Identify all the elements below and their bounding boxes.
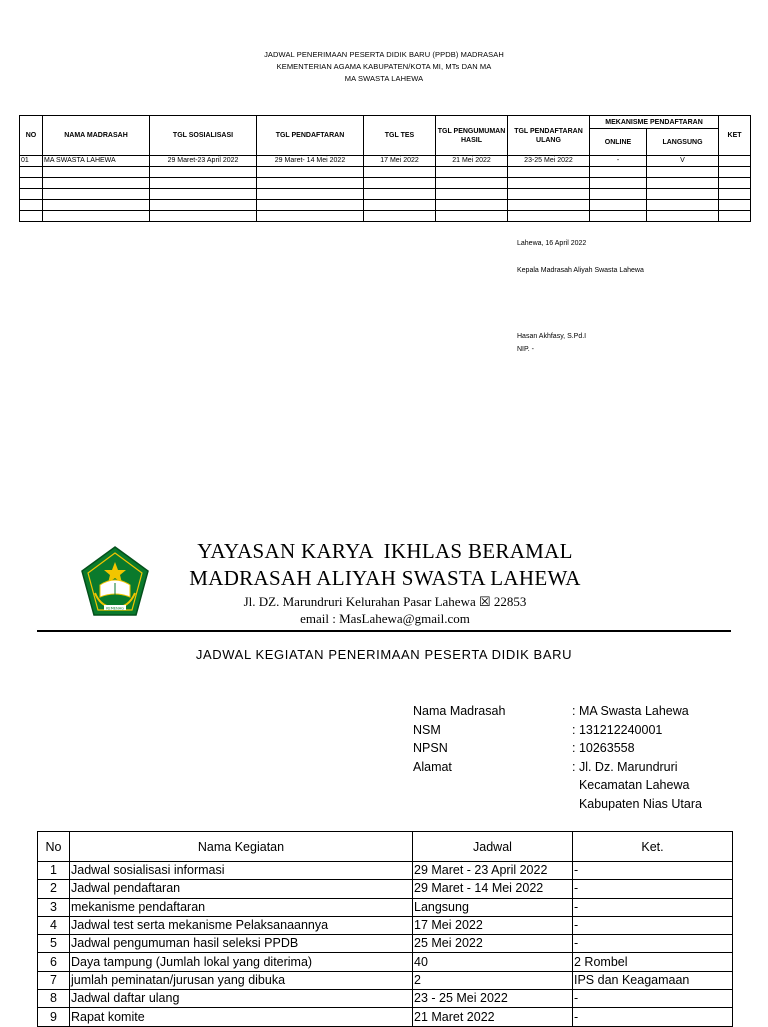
- cell-ket: -: [573, 990, 733, 1008]
- cell-daftar-ulang: [508, 178, 590, 189]
- cell-no: [20, 211, 43, 222]
- cell-ket: -: [573, 898, 733, 916]
- cell-daftar-ulang: 23-25 Mei 2022: [508, 156, 590, 167]
- sign-place-date: Lahewa, 16 April 2022: [517, 240, 587, 247]
- cell-sosialisasi: [150, 167, 257, 178]
- cell-no: 6: [38, 953, 70, 971]
- cell-ket: 2 Rombel: [573, 953, 733, 971]
- top-title-line: KEMENTERIAN AGAMA KABUPATEN/KOTA MI, MTs DAN MA: [276, 62, 492, 71]
- cell-nama: Daya tampung (Jumlah lokal yang diterima): [70, 953, 413, 971]
- table-row: [20, 178, 751, 189]
- cell-sosialisasi: [150, 178, 257, 189]
- table-row: [38, 990, 733, 1008]
- cell-ket: [719, 156, 751, 167]
- cell-nama: MA SWASTA LAHEWA: [43, 156, 150, 167]
- cell-no: 2: [38, 880, 70, 898]
- cell-ket: [719, 189, 751, 200]
- header-tgl-pengumuman: TGL PENGUMUMAN HASIL: [436, 116, 508, 156]
- cell-ket: -: [573, 1008, 733, 1026]
- cell-nama: Jadwal test serta mekanisme Pelaksanaannya: [70, 916, 413, 934]
- info-value: Kecamatan Lahewa: [572, 778, 690, 792]
- cell-tes: [364, 200, 436, 211]
- cell-no: [20, 189, 43, 200]
- header-tgl-pendaftaran: TGL PENDAFTARAN: [257, 116, 364, 156]
- table-row: [20, 156, 751, 167]
- cell-nama: Jadwal pengumuman hasil seleksi PPDB: [70, 935, 413, 953]
- cell-ket: IPS dan Keagamaan: [573, 971, 733, 989]
- cell-jadwal: 21 Maret 2022: [413, 1008, 573, 1026]
- table-row: [38, 971, 733, 989]
- cell-daftar-ulang: [508, 167, 590, 178]
- info-value: : 10263558: [572, 741, 635, 755]
- activity-schedule-table: [37, 831, 733, 1027]
- cell-jadwal: 29 Maret - 23 April 2022: [413, 862, 573, 880]
- top-title: [0, 49, 768, 85]
- table-row: [20, 189, 751, 200]
- cell-pengumuman: [436, 167, 508, 178]
- header-online: ONLINE: [590, 129, 647, 156]
- cell-nama: [43, 200, 150, 211]
- cell-nama: [43, 189, 150, 200]
- cell-ket: [719, 167, 751, 178]
- cell-nama: [43, 167, 150, 178]
- cell-pendaftaran: [257, 167, 364, 178]
- top-title-line: JADWAL PENERIMAAN PESERTA DIDIK BARU (PPDB) MADRASAH: [264, 50, 504, 59]
- letterhead-address: Jl. DZ. Marundruri Kelurahan Pasar Lahewa ☒ 22853: [243, 594, 527, 609]
- cell-pengumuman: [436, 211, 508, 222]
- header-jadwal: Jadwal: [413, 832, 573, 862]
- cell-pengumuman: [436, 189, 508, 200]
- cell-nama: jumlah peminatan/jurusan yang dibuka: [70, 971, 413, 989]
- info-value: : 131212240001: [572, 722, 663, 737]
- cell-jadwal: Langsung: [413, 898, 573, 916]
- info-value: : MA Swasta Lahewa: [572, 704, 689, 718]
- info-value: : Jl. Dz. Marundruri: [572, 759, 678, 774]
- cell-online: [590, 189, 647, 200]
- info-value: Kabupaten Nias Utara: [572, 796, 702, 811]
- table-row: [38, 935, 733, 953]
- header-tgl-daftar-ulang: TGL PENDAFTARAN ULANG: [508, 116, 590, 156]
- header-tgl-sosialisasi: TGL SOSIALISASI: [150, 116, 257, 156]
- cell-pendaftaran: [257, 211, 364, 222]
- cell-tes: [364, 211, 436, 222]
- table-row: [38, 953, 733, 971]
- cell-no: 8: [38, 990, 70, 1008]
- cell-pengumuman: [436, 178, 508, 189]
- cell-jadwal: 40: [413, 953, 573, 971]
- cell-no: [20, 167, 43, 178]
- header-tgl-tes: TGL TES: [364, 116, 436, 156]
- ppdb-summary-table: [19, 115, 751, 222]
- info-label: NPSN: [413, 741, 448, 755]
- cell-tes: 17 Mei 2022: [364, 156, 436, 167]
- cell-ket: [719, 200, 751, 211]
- cell-nama: Rapat komite: [70, 1008, 413, 1026]
- cell-nama: Jadwal sosialisasi informasi: [70, 862, 413, 880]
- school-info-labels: [413, 702, 505, 776]
- cell-no: 5: [38, 935, 70, 953]
- cell-online: [590, 178, 647, 189]
- header-nama-kegiatan: Nama Kegiatan: [70, 832, 413, 862]
- sign-name: Hasan Akhfasy, S.Pd.I: [517, 333, 587, 340]
- header-ket: Ket.: [573, 832, 733, 862]
- info-label: Alamat: [413, 759, 452, 774]
- cell-no: 9: [38, 1008, 70, 1026]
- sign-position: Kepala Madrasah Aliyah Swasta Lahewa: [517, 267, 644, 274]
- cell-nama: [43, 178, 150, 189]
- cell-daftar-ulang: [508, 189, 590, 200]
- cell-ket: -: [573, 880, 733, 898]
- table-row: [38, 898, 733, 916]
- cell-langsung: [647, 189, 719, 200]
- logo-text: KEMENAG: [106, 606, 124, 611]
- cell-online: [590, 200, 647, 211]
- letterhead-divider: [37, 630, 731, 632]
- header-nama-madrasah: NAMA MADRASAH: [43, 116, 150, 156]
- table-row: [38, 1008, 733, 1026]
- cell-daftar-ulang: [508, 211, 590, 222]
- cell-jadwal: 17 Mei 2022: [413, 916, 573, 934]
- cell-langsung: [647, 200, 719, 211]
- letterhead-email: email : MasLahewa@gmail.com: [300, 611, 470, 626]
- cell-pendaftaran: 29 Maret- 14 Mei 2022: [257, 156, 364, 167]
- cell-jadwal: 23 - 25 Mei 2022: [413, 990, 573, 1008]
- cell-sosialisasi: [150, 200, 257, 211]
- table-row: [38, 862, 733, 880]
- cell-online: [590, 167, 647, 178]
- cell-ket: [719, 211, 751, 222]
- cell-online: -: [590, 156, 647, 167]
- cell-ket: [719, 178, 751, 189]
- cell-no: 4: [38, 916, 70, 934]
- cell-langsung: [647, 167, 719, 178]
- cell-ket: -: [573, 916, 733, 934]
- cell-jadwal: 2: [413, 971, 573, 989]
- header-langsung: LANGSUNG: [647, 129, 719, 156]
- cell-tes: [364, 178, 436, 189]
- table-row: [20, 167, 751, 178]
- header-ket: KET: [719, 116, 751, 156]
- cell-langsung: [647, 211, 719, 222]
- header-no: NO: [20, 116, 43, 156]
- cell-pendaftaran: [257, 178, 364, 189]
- info-label: NSM: [413, 722, 441, 737]
- schedule-title: JADWAL KEGIATAN PENERIMAAN PESERTA DIDIK BARU: [195, 647, 573, 662]
- cell-pengumuman: [436, 200, 508, 211]
- table-row: [20, 211, 751, 222]
- cell-pendaftaran: [257, 189, 364, 200]
- cell-nama: [43, 211, 150, 222]
- cell-langsung: [647, 178, 719, 189]
- cell-jadwal: 29 Maret - 14 Mei 2022: [413, 880, 573, 898]
- header-mekanisme: MEKANISME PENDAFTARAN: [590, 116, 719, 129]
- cell-ket: -: [573, 862, 733, 880]
- cell-daftar-ulang: [508, 200, 590, 211]
- info-label: Nama Madrasah: [413, 704, 506, 718]
- cell-langsung: V: [647, 156, 719, 167]
- cell-online: [590, 211, 647, 222]
- kemenag-logo: [80, 545, 150, 619]
- school-info-values: [572, 702, 702, 813]
- header-no: No: [38, 832, 70, 862]
- cell-no: 3: [38, 898, 70, 916]
- top-title-line: MA SWASTA LAHEWA: [344, 74, 424, 83]
- cell-ket: -: [573, 935, 733, 953]
- cell-jadwal: 25 Mei 2022: [413, 935, 573, 953]
- cell-sosialisasi: [150, 189, 257, 200]
- cell-tes: [364, 189, 436, 200]
- cell-pengumuman: 21 Mei 2022: [436, 156, 508, 167]
- cell-no: 7: [38, 971, 70, 989]
- cell-nama: Jadwal pendaftaran: [70, 880, 413, 898]
- cell-nama: Jadwal daftar ulang: [70, 990, 413, 1008]
- cell-tes: [364, 167, 436, 178]
- cell-sosialisasi: [150, 211, 257, 222]
- cell-sosialisasi: 29 Maret-23 April 2022: [150, 156, 257, 167]
- cell-no: [20, 200, 43, 211]
- cell-no: 1: [38, 862, 70, 880]
- table-row: [38, 916, 733, 934]
- cell-pendaftaran: [257, 200, 364, 211]
- table-row: [38, 880, 733, 898]
- cell-no: 01: [20, 156, 43, 167]
- table-row: [20, 200, 751, 211]
- cell-no: [20, 178, 43, 189]
- letterhead-foundation: YAYASAN KARYA IKHLAS BERAMAL: [197, 539, 573, 563]
- letterhead-school: MADRASAH ALIYAH SWASTA LAHEWA: [189, 566, 581, 590]
- cell-nama: mekanisme pendaftaran: [70, 898, 413, 916]
- sign-nip: NIP. -: [517, 346, 534, 353]
